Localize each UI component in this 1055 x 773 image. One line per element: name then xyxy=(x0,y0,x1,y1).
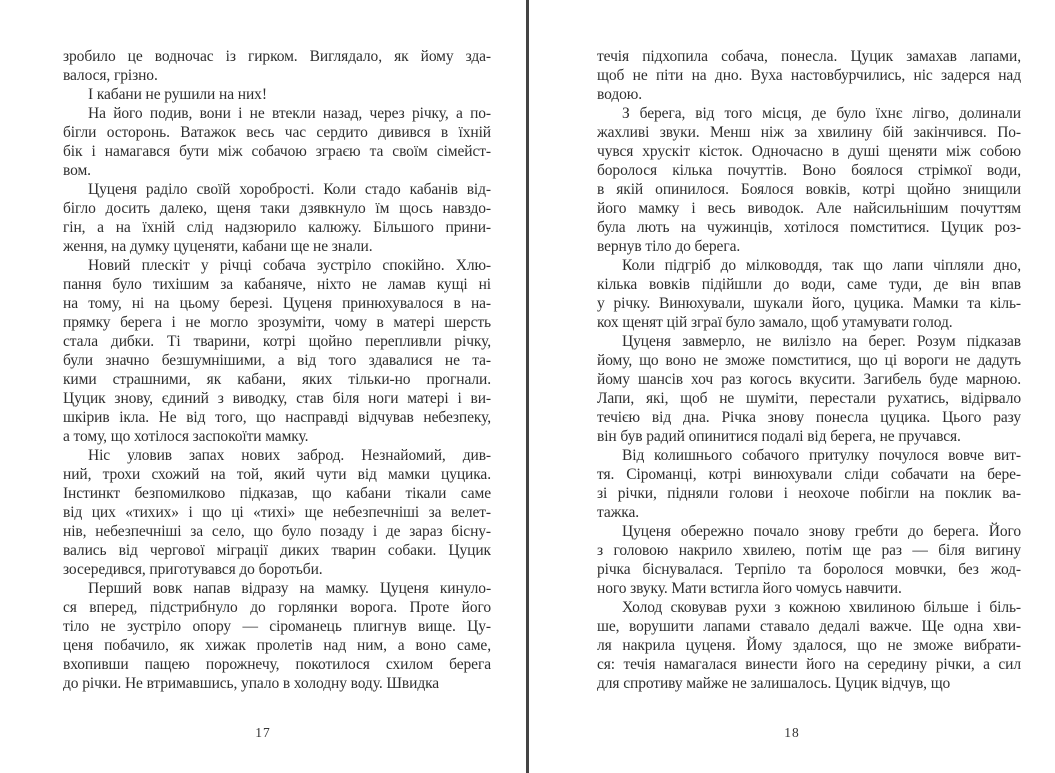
right-page-text xyxy=(597,47,1021,693)
text-line: кілька вовків підійшли до води, саме туди, де він впав xyxy=(597,276,1021,293)
left-page xyxy=(0,0,526,773)
text-line: у річку. Винюхували, шукали його, цуцика. Мамки та кіль- xyxy=(597,295,1021,312)
text-line: зі річки, підняли голови і неохоче побігли на поклик ва- xyxy=(597,485,1021,502)
paragraph xyxy=(597,598,1021,693)
text-line: в якій опинилося. Боялося вовків, котрі щойно знищили xyxy=(597,181,1021,198)
text-line: ценя побачило, як хижак пролетів над ним, а воно саме, xyxy=(63,637,491,654)
text-line: Перший вовк напав відразу на мамку. Цуценя кинуло- xyxy=(88,580,491,597)
paragraph xyxy=(597,332,1021,446)
text-line: прямку берега і не могло зрозуміти, чому в матері шерсть xyxy=(63,314,491,331)
text-line: з головою накрило хвилею, потім ще раз — біля вигину xyxy=(597,542,1021,559)
text-line: ше, ворушити лапами ставало дедалі важче. Ще одна хви- xyxy=(597,618,1021,635)
text-line: вхопивши пащею порожнечу, покотилося схилом берега xyxy=(63,656,491,673)
left-page-number: 17 xyxy=(255,725,271,740)
text-line: Ніс уловив запах нових заброд. Незнайомий, див- xyxy=(88,447,491,464)
text-line: На його подив, вони і не втекли назад, через річку, а по- xyxy=(88,105,491,122)
text-line: тіло не зустріло опору — сіроманець плигнув вище. Цу- xyxy=(63,618,491,635)
text-line: до річки. Не втримавшись, упало в холодну воду. Швидка xyxy=(63,675,440,692)
text-line: Інстинкт безпомилково підказав, що кабани тікали саме xyxy=(63,485,491,502)
text-line: бігли осторонь. Ватажок весь час сердито дивився в їхній xyxy=(63,124,491,141)
text-line: нів, небезпечніші за село, що було позаду і де зараз бісну- xyxy=(63,523,491,540)
paragraph xyxy=(63,446,491,579)
text-line: Цуценя обережно почало знову гребти до берега. Його xyxy=(622,523,1021,540)
right-page-number: 18 xyxy=(784,725,800,740)
text-line: були значно безшумнішими, а від того здавалися не та- xyxy=(63,352,491,369)
text-line: З берега, від того місця, де було їхнє лігво, долинали xyxy=(622,105,1021,122)
text-line: для спротиву майже не залишалось. Цуцик відчув, що xyxy=(597,675,951,692)
text-line: Від колишнього собачого притулку почулося вовче вит- xyxy=(622,447,1021,464)
text-line: ля накрила цуценя. Йому здалося, що не зможе вибрати- xyxy=(597,637,1021,654)
text-line: ного звуку. Мати встигла його чомусь навчити. xyxy=(597,580,902,597)
text-line: ся вперед, підстрибнуло до горлянки ворога. Проте його xyxy=(63,599,491,616)
text-line: Новий плескіт у річці собача зустріло спокійно. Хлю- xyxy=(88,257,491,274)
text-line: на тому, ні на цьому березі. Цуценя принюхувалося в на- xyxy=(63,295,491,312)
text-line: його мамку і весь виводок. Але найсильнішим почуттям xyxy=(597,200,1021,217)
text-line: Цуценя завмерло, не вилізло на берег. Розум підказав xyxy=(622,333,1021,350)
paragraph xyxy=(597,522,1021,598)
text-line: бігло досить далеко, щеня таки дзявкнуло їм щось навздо- xyxy=(63,200,491,217)
text-line: ся: течія намагалася винести його на середину річки, а сил xyxy=(597,656,1021,673)
text-line: від цих «тихих» і що ці «тихі» ще небезпечніші за велет- xyxy=(63,504,491,521)
text-line: вернув тіло до берега. xyxy=(597,238,741,255)
text-line: Холод сковував рухи з кожною хвилиною більше і біль- xyxy=(622,599,1021,616)
text-line: річка біснувалася. Терпіло та боролося мовчки, без жод- xyxy=(597,561,1021,578)
text-line: Цуцик знову, єдиний з виводку, став біля ноги матері і ви- xyxy=(63,390,491,407)
text-line: Коли підгріб до мілководдя, так що лапи чіпляли дно, xyxy=(622,257,1021,274)
text-line: Цуценя раділо своїй хоробрості. Коли стадо кабанів від- xyxy=(88,181,491,198)
text-line: чувся хрускіт кісток. Одночасно в душі щеняти між собою xyxy=(597,143,1021,160)
text-line: ний, трохи схожий на той, який чути від мамки цуцика. xyxy=(63,466,491,483)
paragraph xyxy=(63,579,491,693)
paragraph xyxy=(63,180,491,256)
text-line: йому шансів хоч раз когось вкусити. Загибель буде марною. xyxy=(597,371,1021,388)
text-line: боролося кілька почуттів. Воно боялося стрімкої води, xyxy=(597,162,1021,179)
left-page-text xyxy=(63,47,491,693)
text-line: він був радий опинитися подалі від берега, не пручався. xyxy=(597,428,961,445)
text-line: тя. Сіроманці, котрі винюхували сліди собачати на бере- xyxy=(597,466,1021,483)
paragraph xyxy=(63,104,491,180)
text-line: була лють на чужинців, хотілося помститися. Цуцик роз- xyxy=(597,219,1021,236)
paragraph xyxy=(63,47,491,85)
text-line: бік і намагався бути між собачою зграєю та своїм сімейст- xyxy=(63,143,491,160)
paragraph xyxy=(597,256,1021,332)
paragraph xyxy=(597,446,1021,522)
paragraph xyxy=(63,85,491,104)
text-line: тажка. xyxy=(597,504,640,521)
text-line: водою. xyxy=(597,86,643,103)
text-line: зосередився, приготувався до боротьби. xyxy=(63,561,323,578)
text-line: жахливі звуки. Менш ніж за хвилину бій закінчився. По- xyxy=(597,124,1021,141)
text-line: зробило це водночас із гирком. Виглядало, як йому зда- xyxy=(63,48,491,65)
text-line: йому, що воно не зможе помститися, що ці вороги не дадуть xyxy=(597,352,1021,369)
right-page xyxy=(529,0,1055,773)
text-line: а тому, що хотілося заспокоїти мамку. xyxy=(63,428,309,445)
text-line: шкірив ікла. Не від того, що насправді відчував небезпеку, xyxy=(63,409,491,426)
paragraph xyxy=(63,256,491,446)
text-line: стала дибки. Ті тварини, котрі щойно перепливли річку, xyxy=(63,333,491,350)
text-line: щоб не піти на дно. Вуха настовбурчились, ніс задерся над xyxy=(597,67,1021,84)
text-line: валося, грізно. xyxy=(63,67,158,84)
text-line: вом. xyxy=(63,162,91,179)
text-line: кох щенят цій зграї було замало, щоб утамувати голод. xyxy=(597,314,953,331)
text-line: кими страшними, як кабани, яких тільки-но прогнали. xyxy=(63,371,491,388)
text-line: вались від чергової міграції диких тварин собаки. Цуцик xyxy=(63,542,491,559)
text-line: І кабани не рушили на них! xyxy=(88,86,267,103)
text-line: пання було тихішим за кабаняче, ніхто не ламав кущі ні xyxy=(63,276,491,293)
paragraph xyxy=(597,104,1021,256)
text-line: течія підхопила собача, понесла. Цуцик замахав лапами, xyxy=(597,48,1021,65)
text-line: ження, на думку цуценяти, кабани ще не знали. xyxy=(63,238,373,255)
paragraph xyxy=(597,47,1021,104)
text-line: течією від дна. Річка знову понесла цуцика. Цього разу xyxy=(597,409,1021,426)
text-line: гін, а на їхній слід надзюрило калюжу. Більшого прини- xyxy=(63,219,491,236)
text-line: Лапи, які, щоб не шуміти, перестали рухатись, відірвало xyxy=(597,390,1021,407)
